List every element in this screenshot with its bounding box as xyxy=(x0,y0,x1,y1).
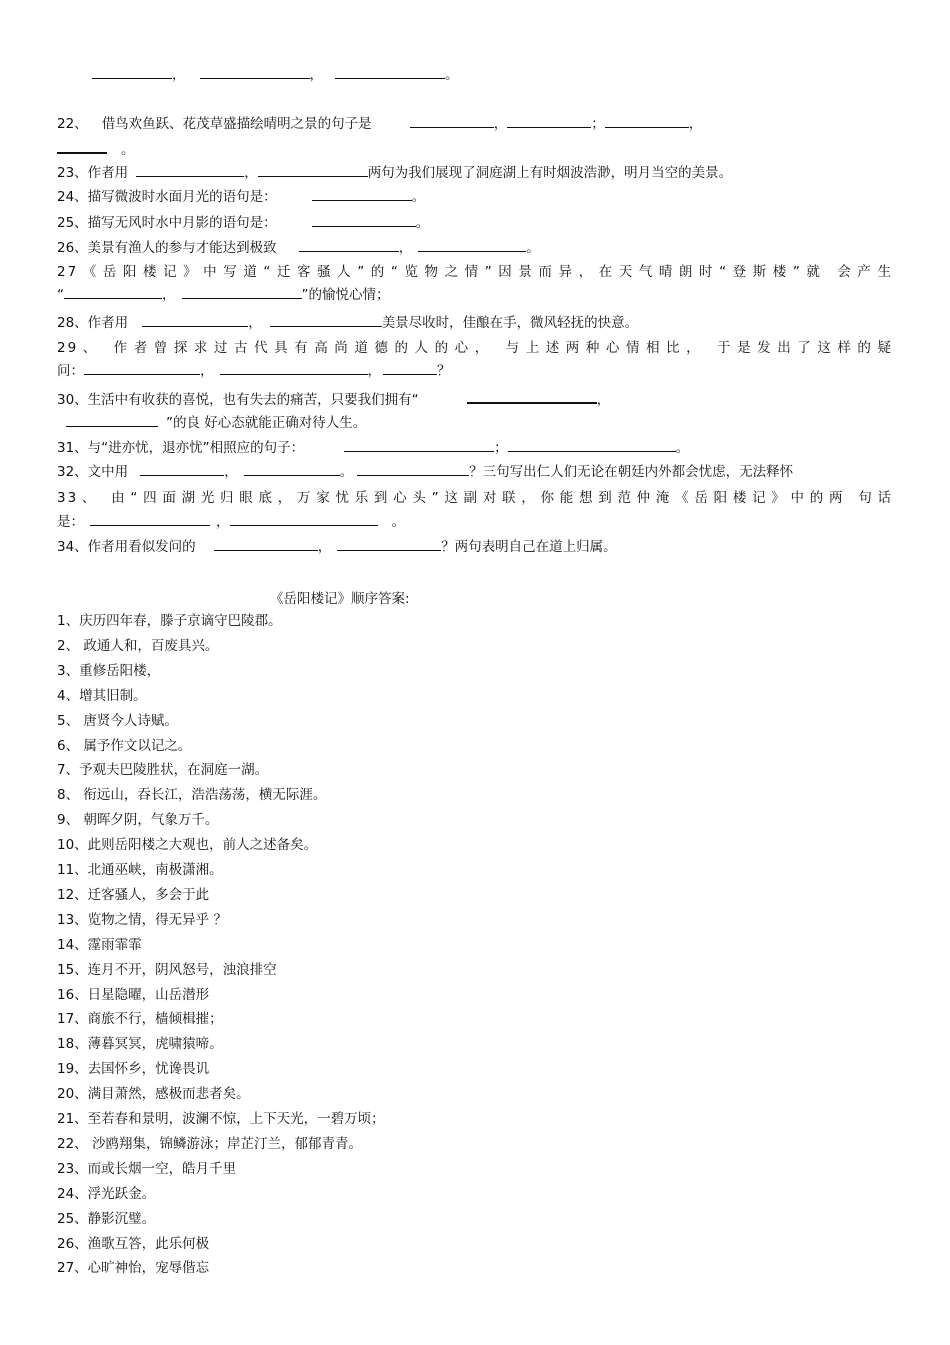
question-32 xyxy=(57,463,793,481)
answer-item: 20、满目萧然，感极而悲者矣。 xyxy=(57,1086,250,1103)
question-23 xyxy=(57,164,732,182)
quote-mark: “ xyxy=(57,287,64,303)
continuation-line xyxy=(92,66,459,84)
comma: ， xyxy=(398,240,413,256)
period: 。 xyxy=(339,464,354,480)
question-27-line2 xyxy=(57,286,390,304)
question-22-cont xyxy=(57,140,135,159)
question-text: 两句为我们展现了洞庭湖上有时烟波浩渺，明月当空的美景。 xyxy=(367,165,733,181)
answer-item: 26、渔歌互答，此乐何极 xyxy=(57,1235,210,1252)
answer-blank[interactable] xyxy=(467,390,597,404)
answer-item: 10、此则岳阳楼之大观也，前人之述备矣。 xyxy=(57,837,318,854)
answer-item: 11、北通巫峡，南极潇湘。 xyxy=(57,862,223,878)
question-text: 24、描写微波时水面月光的语句是： xyxy=(57,189,277,205)
question-mark: ？ xyxy=(437,363,451,379)
comma: ， xyxy=(200,363,214,379)
comma: ， xyxy=(596,392,611,408)
answer-blank[interactable] xyxy=(66,414,158,427)
answer-item: 6、 属予作文以记之。 xyxy=(57,737,192,754)
question-33-line1: 33、 由“四面湖光归眼底，万家忧乐到心头”这副对联，你能想到范仲淹《岳阳楼记》中的两 句话 xyxy=(57,490,893,506)
comma: ， xyxy=(248,315,262,331)
question-27-line1: 27《岳阳楼记》中写道“迁客骚人”的“览物之情”因景而异，在天气晴朗时“登斯楼”就 会产生 xyxy=(57,264,893,280)
period: 。 xyxy=(411,189,426,205)
answer-blank[interactable] xyxy=(344,439,494,452)
answer-blank[interactable] xyxy=(357,463,469,476)
answer-blank[interactable] xyxy=(258,164,368,177)
question-text: 31、与“进亦忧，退亦忧”相照应的句子： xyxy=(57,440,305,456)
question-28 xyxy=(57,314,638,332)
question-text: 25、描写无风时水中月影的语句是： xyxy=(57,215,277,231)
answer-item: 21、至若春和景明，波澜不惊，上下天光，一碧万顷； xyxy=(57,1111,385,1127)
answer-blank[interactable] xyxy=(90,513,210,526)
answer-blank[interactable] xyxy=(136,164,244,177)
answer-item: 4、增其旧制。 xyxy=(57,687,147,704)
answer-item: 23、而或长烟一空，皓月千里 xyxy=(57,1160,237,1177)
answer-blank[interactable] xyxy=(142,314,248,327)
answer-blank[interactable] xyxy=(299,239,399,252)
question-text: 美景尽收时，佳酿在手，微风轻抚的快意。 xyxy=(381,315,639,331)
question-30-line2 xyxy=(66,414,366,432)
period: 。 xyxy=(415,215,430,231)
answer-blank[interactable] xyxy=(270,314,382,327)
comma: ， xyxy=(244,165,258,181)
answer-blank[interactable] xyxy=(507,115,591,128)
question-number: 22、 xyxy=(57,116,88,132)
answer-item: 24、浮光跃金。 xyxy=(57,1185,156,1202)
answer-blank[interactable] xyxy=(57,140,107,154)
comma: ， xyxy=(224,464,238,480)
answer-blank[interactable] xyxy=(418,239,526,252)
answer-blank[interactable] xyxy=(220,362,368,375)
question-24 xyxy=(57,188,425,206)
period: 。 xyxy=(391,514,405,530)
question-25 xyxy=(57,214,429,232)
question-text: 28、作者用 xyxy=(57,315,129,331)
comma: ， xyxy=(309,67,323,83)
answer-item: 2、 政通人和，百废具兴。 xyxy=(57,637,219,654)
answer-item: 14、霪雨霏霏 xyxy=(57,936,142,953)
period: 。 xyxy=(675,440,690,456)
comma: ， xyxy=(317,539,332,555)
answer-blank[interactable] xyxy=(383,362,437,375)
answer-item: 3、重修岳阳楼， xyxy=(57,662,161,679)
period: 。 xyxy=(526,240,540,256)
answer-blank[interactable] xyxy=(230,513,378,526)
answer-item: 8、 衔远山，吞长江，浩浩荡荡，横无际涯。 xyxy=(57,787,327,804)
question-text: 34、作者用看似发问的 xyxy=(57,539,196,555)
question-29-line2 xyxy=(57,362,451,380)
comma: ， xyxy=(493,116,508,132)
comma: ， xyxy=(688,116,703,132)
answer-item: 27、心旷神怡，宠辱偕忘 xyxy=(57,1260,210,1277)
answer-item: 19、去国怀乡，忧谗畏讥 xyxy=(57,1061,210,1078)
answer-item: 16、日星隐曜，山岳潜形 xyxy=(57,986,210,1003)
comma: ， xyxy=(367,363,381,379)
answer-item: 13、览物之情，得无异乎 ？ xyxy=(57,911,227,928)
answer-blank[interactable] xyxy=(605,115,689,128)
question-29-line1: 29、 作者曾探求过古代具有高尚道德的人的心， 与上述两种心情相比， 于是发出了这样的疑 xyxy=(57,340,893,356)
answer-blank[interactable] xyxy=(64,286,162,299)
question-text: 32、文中用 xyxy=(57,464,129,480)
answer-item: 1、庆历四年春，滕子京谪守巴陵郡。 xyxy=(57,613,282,629)
period: 。 xyxy=(445,67,459,83)
question-text: 问： xyxy=(57,363,84,379)
answer-blank[interactable] xyxy=(337,538,441,551)
question-34 xyxy=(57,538,617,556)
answer-item: 9、 朝晖夕阴，气象万千。 xyxy=(57,812,219,829)
question-text: 借鸟欢鱼跃、花茂草盛描绘晴明之景的句子是 xyxy=(101,116,372,132)
answer-item: 22、 沙鸥翔集，锦鳞游泳；岸芷汀兰，郁郁青青。 xyxy=(57,1135,362,1152)
answer-item: 25、静影沉璧。 xyxy=(57,1210,156,1227)
answer-item: 15、连月不开，阴风怒号，浊浪排空 xyxy=(57,961,277,978)
answer-blank[interactable] xyxy=(214,538,318,551)
answer-blank[interactable] xyxy=(92,66,172,79)
comma: ， xyxy=(172,67,186,83)
answer-blank[interactable] xyxy=(200,66,310,79)
answer-blank[interactable] xyxy=(140,463,224,476)
question-text: 26、美景有渔人的参与才能达到极致 xyxy=(57,240,277,256)
semicolon: ； xyxy=(494,440,508,456)
answer-item: 7、予观夫巴陵胜状，在洞庭一湖。 xyxy=(57,762,269,779)
question-22 xyxy=(57,115,702,133)
answer-item: 12、迁客骚人，多会于此 xyxy=(57,886,210,903)
comma: ， xyxy=(216,514,230,530)
question-text: 23、作者用 xyxy=(57,165,129,181)
answer-blank[interactable] xyxy=(182,286,302,299)
answer-blank[interactable] xyxy=(312,214,416,227)
answer-item: 17、商旅不行，樯倾楫摧； xyxy=(57,1011,223,1028)
question-26 xyxy=(57,239,540,257)
answer-item: 5、 唐贤今人诗赋。 xyxy=(57,712,178,729)
question-text: ？三句写出仁人们无论在朝廷内外都会忧虑，无法释怀 xyxy=(469,464,794,480)
comma: ， xyxy=(162,287,176,303)
question-33-line2 xyxy=(57,513,405,531)
question-text: ？两句表明自己在道上归属。 xyxy=(441,539,617,555)
answer-blank[interactable] xyxy=(335,66,445,79)
answer-item: 18、薄暮冥冥，虎啸猿啼。 xyxy=(57,1036,223,1053)
question-text: ”的良 好心态就能正确对待人生。 xyxy=(166,415,367,431)
answer-blank[interactable] xyxy=(84,362,200,375)
question-text: ”的愉悦心情； xyxy=(301,287,390,303)
period: 。 xyxy=(121,142,135,158)
question-text: 30、生活中有收获的喜悦，也有失去的痛苦，只要我们拥有“ xyxy=(57,392,419,408)
answer-blank[interactable] xyxy=(312,188,412,201)
question-31 xyxy=(57,439,689,457)
answers-title: 《岳阳楼记》顺序答案: xyxy=(270,591,410,607)
question-30 xyxy=(57,390,610,409)
question-text: 是： xyxy=(57,514,84,530)
answer-blank[interactable] xyxy=(508,439,676,452)
answer-blank[interactable] xyxy=(410,115,494,128)
answer-blank[interactable] xyxy=(244,463,340,476)
semicolon: ； xyxy=(591,116,605,132)
